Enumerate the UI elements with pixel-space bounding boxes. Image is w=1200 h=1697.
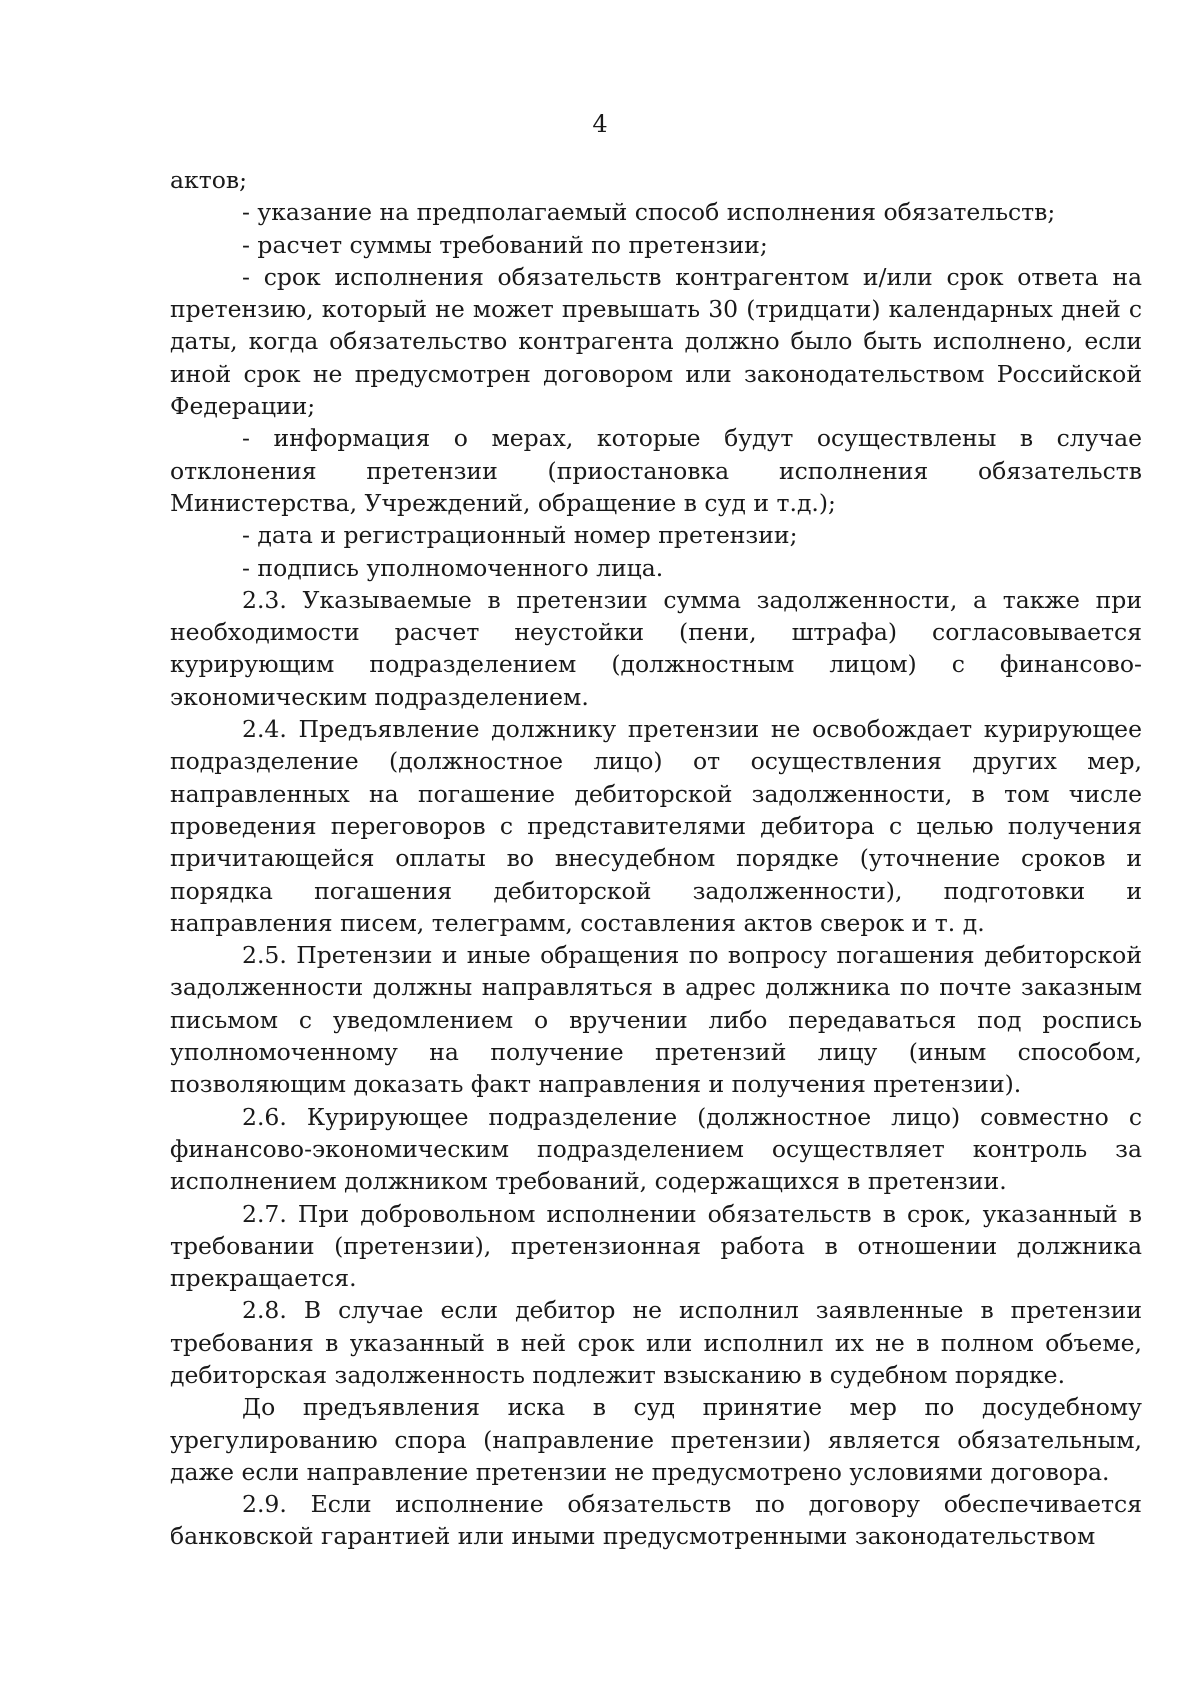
clause-2-4: 2.4. Предъявление должнику претензии не освобождает курирующее подразделение (должностное лицо) от осуществления других мер, направленных на погашение дебиторской задолженности, в том числе проведения переговоров с представителями дебитора с целью получения причитающейся оплаты во внесудебном порядке (уточнение сроков и порядка погашения дебиторской задолженности), подготовки и направления писем, телеграмм, составления актов сверок и т. д.	[170, 715, 1142, 937]
document-body	[170, 164, 1142, 1553]
clause-2-5: 2.5. Претензии и иные обращения по вопросу погашения дебиторской задолженности должны направляться в адрес должника по почте заказным письмом с уведомлением о вручении либо передаваться под роспись уполномоченному на получение претензий лицу (иным способом, позволяющим доказать факт направления и получения претензии).	[170, 941, 1142, 1099]
list-item-method: - указание на предполагаемый способ исполнения обязательств;	[242, 198, 1056, 227]
clause-2-8: 2.8. В случае если дебитор не исполнил заявленные в претензии требования в указанный в ней срок или исполнил их не в полном объеме, дебиторская задолженность подлежит взысканию в судебном порядке.	[170, 1296, 1142, 1389]
list-item-calculation: - расчет суммы требований по претензии;	[242, 230, 768, 259]
clause-2-9: 2.9. Если исполнение обязательств по договору обеспечивается банковской гарантией или иными предусмотренными законодательством	[170, 1490, 1142, 1551]
page-number: 4	[592, 110, 608, 138]
clause-2-7: 2.7. При добровольном исполнении обязательств в срок, указанный в требовании (претензии), претензионная работа в отношении должника прекращается.	[170, 1199, 1142, 1293]
clause-2-8-continued: До предъявления иска в суд принятие мер по досудебному урегулированию спора (направление претензии) является обязательным, даже если направление претензии не предусмотрено условиями договора.	[170, 1393, 1142, 1486]
list-item-date-number: - дата и регистрационный номер претензии;	[242, 521, 798, 550]
paragraph-continuation: актов;	[170, 166, 247, 194]
list-item-signature: - подпись уполномоченного лица.	[242, 553, 664, 582]
clause-2-3: 2.3. Указываемые в претензии сумма задолженности, а также при необходимости расчет неустойки (пени, штрафа) согласовывается курирующим подразделением (должностным лицом) с финансово-экономическим подразделением.	[170, 585, 1142, 711]
list-item-measures: - информация о мерах, которые будут осуществлены в случае отклонения претензии (приостановка исполнения обязательств Министерства, Учреждений, обращение в суд и т.д.);	[170, 424, 1142, 517]
list-item-deadline: - срок исполнения обязательств контрагентом и/или срок ответа на претензию, который не может превышать 30 (тридцати) календарных дней с даты, когда обязательство контрагента должно было быть исполнено, если иной срок не предусмотрен договором или законодательством Российской Федерации;	[170, 262, 1142, 421]
clause-2-6: 2.6. Курирующее подразделение (должностное лицо) совместно с финансово-экономическим подразделением осуществляет контроль за исполнением должником требований, содержащихся в претензии.	[170, 1102, 1142, 1196]
